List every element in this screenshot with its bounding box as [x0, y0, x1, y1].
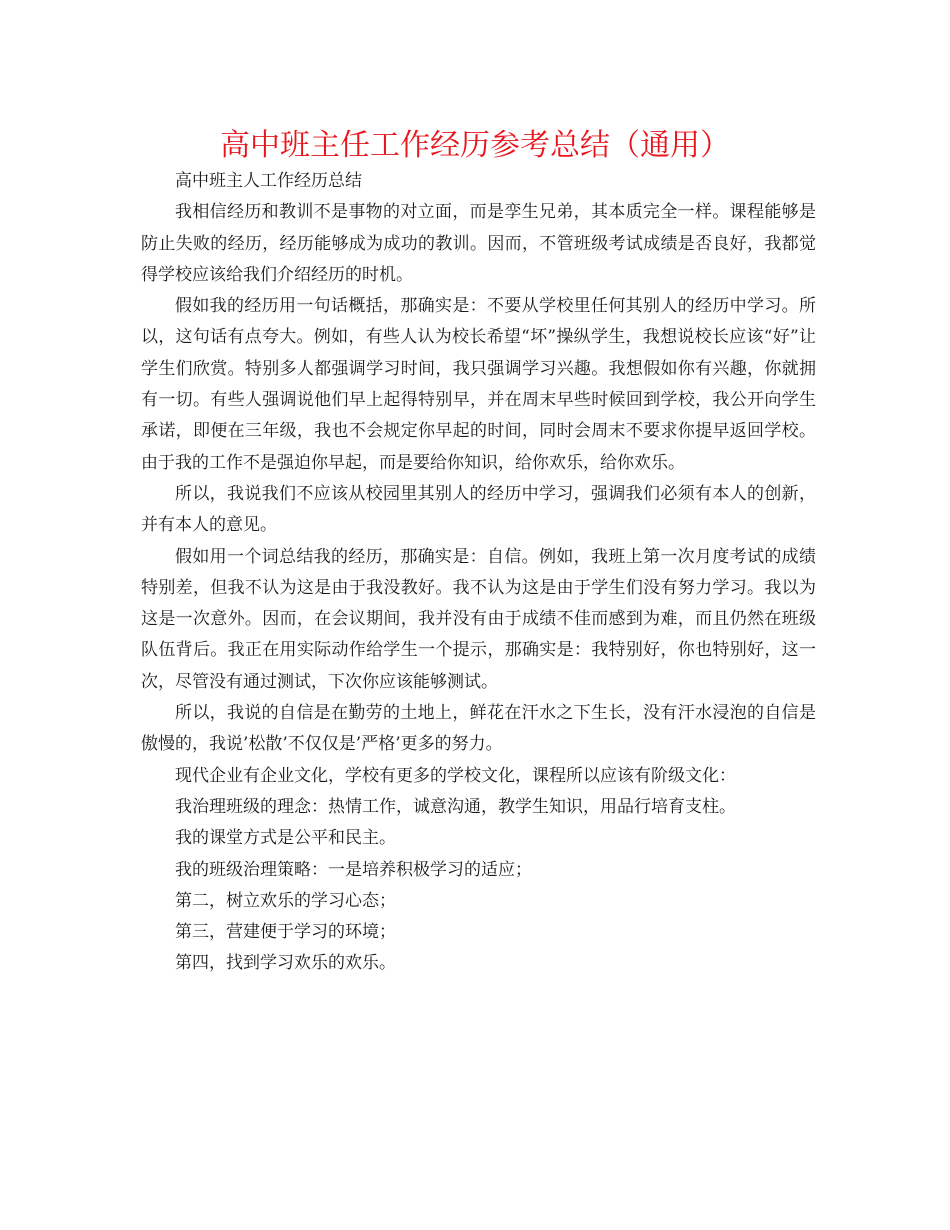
body-paragraph: 我的课堂方式是公平和民主。 — [175, 828, 396, 849]
body-paragraph: 现代企业有企业文化，学校有更多的学校文化，课程所以应该有阶级文化： — [175, 765, 736, 786]
body-paragraph: 第四，找到学习欢乐的欢乐。 — [175, 953, 396, 974]
body-paragraph: 我相信经历和教训不是事物的对立面，而是孪生兄弟，其本质完全一样。课程能够是防止失败的经历，经历能够成为成功的教训。因而，不管班级考试成绩是否良好，我都觉得学校应该给我们介绍经历的时机。 — [141, 202, 816, 285]
body-paragraph: 第三，营建便于学习的环境； — [175, 922, 396, 943]
body-paragraph: 我治理班级的理念：热情工作，诚意沟通，教学生知识，用品行培育支柱。 — [175, 796, 736, 817]
body-paragraph: 第二，树立欢乐的学习心态； — [175, 890, 396, 911]
body-paragraph: 所以，我说的自信是在勤劳的土地上，鲜花在汗水之下生长，没有汗水浸泡的自信是傲慢的，我说’松散’不仅仅是’严格’更多的努力。 — [141, 703, 816, 755]
document-body — [141, 166, 816, 980]
body-paragraph: 所以，我说我们不应该从校园里其别人的经历中学习，强调我们必须有本人的创新，并有本人的意见。 — [141, 483, 816, 536]
body-paragraph: 假如用一个词总结我的经历，那确实是：自信。例如，我班上第一次月度考试的成绩特别差，但我不认为这是由于我没教好。我不认为这是由于学生们没有努力学习。我以为这是一次意外。因而，在会议期间，我并没有由于成绩不佳而感到为难，而且仍然在班级队伍背后。我正在用实际动作给学生一个提示，那确实是：我特别好，你也特别好，这一次，尽管没有通过测试，下次你应该能够测试。 — [141, 546, 816, 692]
subtitle-paragraph: 高中班主人工作经历总结 — [175, 171, 362, 191]
document-title: 高中班主任工作经历参考总结（通用） — [220, 128, 730, 163]
body-paragraph: 我的班级治理策略：一是培养积极学习的适应； — [175, 859, 532, 880]
body-paragraph: 假如我的经历用一句话概括，那确实是：不要从学校里任何其别人的经历中学习。所以，这句话有点夸大。例如，有些人认为校长希望“坏”操纵学生，我想说校长应该“好”让学生们欣赏。特别多人都强调学习时间，我只强调学习兴趣。我想假如你有兴趣，你就拥有一切。有些人强调说他们早上起得特别早，并在周末早些时候回到学校，我公开向学生承诺，即便在三年级，我也不会规定你早起的时间，同时会周末不要求你提早返回学校。由于我的工作不是强迫你早起，而是要给你知识，给你欢乐，给你欢乐。 — [141, 296, 816, 473]
